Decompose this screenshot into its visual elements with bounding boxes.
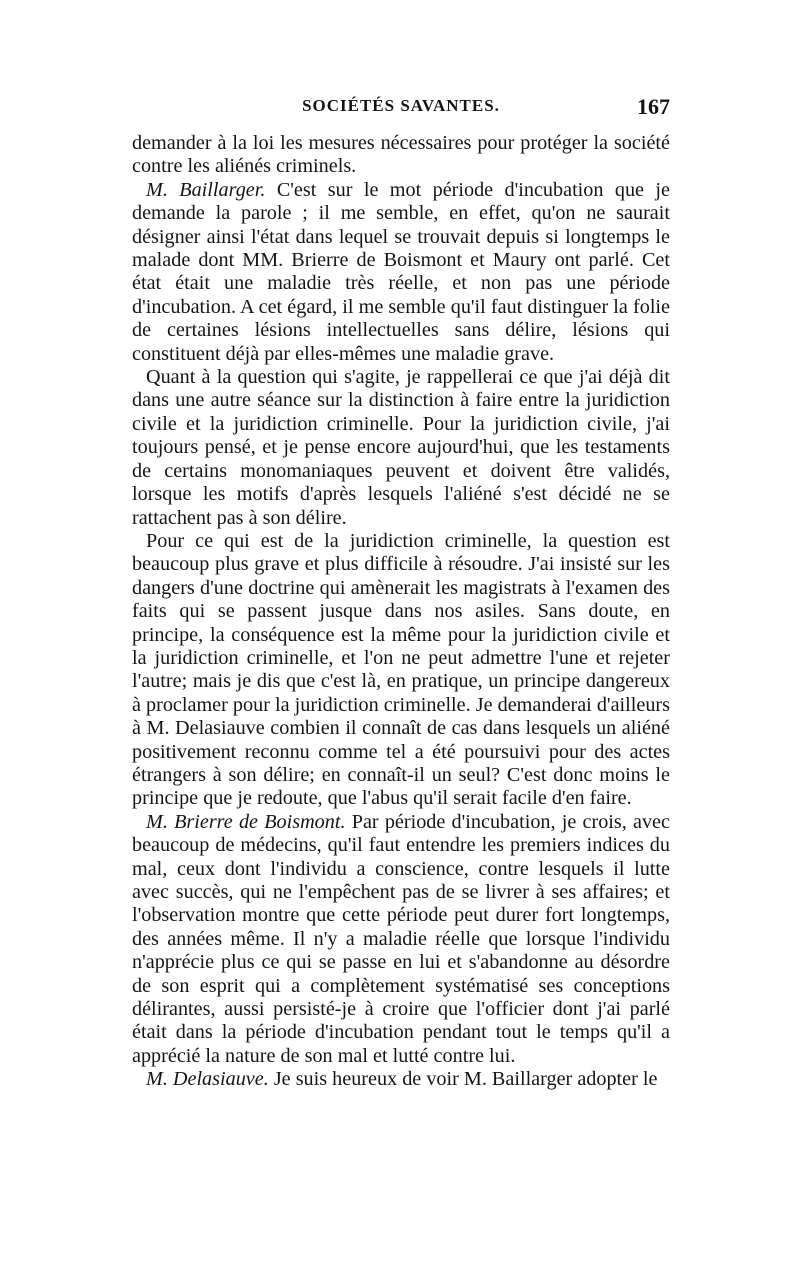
running-title: SOCIÉTÉS SAVANTES.	[302, 96, 500, 115]
paragraph-text: demander à la loi les mesures nécessaires pour protéger la société contre les aliénés criminels.	[132, 132, 670, 178]
paragraph-text: Je suis heureux de voir M. Baillarger adopter le	[268, 1068, 658, 1091]
paragraph	[132, 530, 670, 811]
paragraph-text: Quant à la question qui s'agite, je rappellerai ce que j'ai déjà dit dans une autre séance sur la distinction à faire entre la juridiction civile et la juridiction criminelle. Pour la juridiction civile, j'ai toujours pensé, et je pense encore aujourd'hui, que les testaments de certains monomaniaques peuvent et doivent être validés, lorsque les motifs d'après lesquels l'aliéné s'est décidé ne se rattachent pas à son délire.	[132, 366, 670, 529]
speaker-name: M. Delasiauve.	[146, 1068, 269, 1091]
paragraph-text: C'est sur le mot période d'incubation que je demande la parole ; il me semble, en effet, qu'on ne saurait désigner ainsi l'état dans lequel se trouvait depuis si longtemps le malade dont MM. Brierre de Boismont et Maury ont parlé. Cet état était une maladie très réelle, et non pas une période d'incubation. A cet égard, il me semble qu'il faut distinguer la folie de certaines lésions intellectuelles sans délire, lésions qui constituent déjà par elles-mêmes une maladie grave.	[132, 178, 670, 365]
paragraph	[132, 811, 670, 1068]
page-number: 167	[637, 94, 670, 119]
paragraph	[132, 366, 670, 530]
paragraph	[132, 1068, 670, 1091]
speaker-name: M. Brierre de Boismont.	[146, 810, 346, 833]
paragraph-text: Par période d'incubation, je crois, avec beaucoup de médecins, qu'il faut entendre les premiers indices du mal, ceux dont l'individu a conscience, contre lesquels il lutte avec succès, qui ne l'empêchent pas de se livrer à ses affaires; et l'observation montre que cette période peut durer fort longtemps, des années même. Il n'y a maladie réelle que lorsque l'individu n'apprécie plus ce qui se passe en lui et s'abandonne au désordre de son esprit qui a complètement systématisé ses conceptions délirantes, aussi persisté-je à croire que l'officier dont j'ai parlé était dans la période d'incubation pendant tout le temps qu'il a apprécié la nature de son mal et lutté contre lui.	[132, 810, 670, 1067]
paragraph-text: Pour ce qui est de la juridiction criminelle, la question est beaucoup plus grave et plus difficile à résoudre. J'ai insisté sur les dangers d'une doctrine qui amènerait les magistrats à l'examen des faits qui se passent jusque dans nos asiles. Sans doute, en principe, la conséquence est la même pour la juridiction civile et la juridiction criminelle, et l'on ne peut admettre l'une et rejeter l'autre; mais je dis que c'est là, en pratique, un principe dangereux à proclamer pour la juridiction criminelle. Je demanderai d'ailleurs à M. Delasiauve combien il connaît de cas dans lesquels un aliéné positivement reconnu comme tel a été poursuivi pour des actes étrangers à son délire; en connaît-il un seul? C'est donc moins le principe que je redoute, que l'abus qu'il serait facile d'en faire.	[132, 529, 670, 810]
page-header	[132, 96, 670, 126]
paragraph	[132, 132, 670, 179]
paragraph	[132, 179, 670, 366]
body-text	[132, 132, 670, 1092]
speaker-name: M. Baillarger.	[146, 178, 266, 201]
